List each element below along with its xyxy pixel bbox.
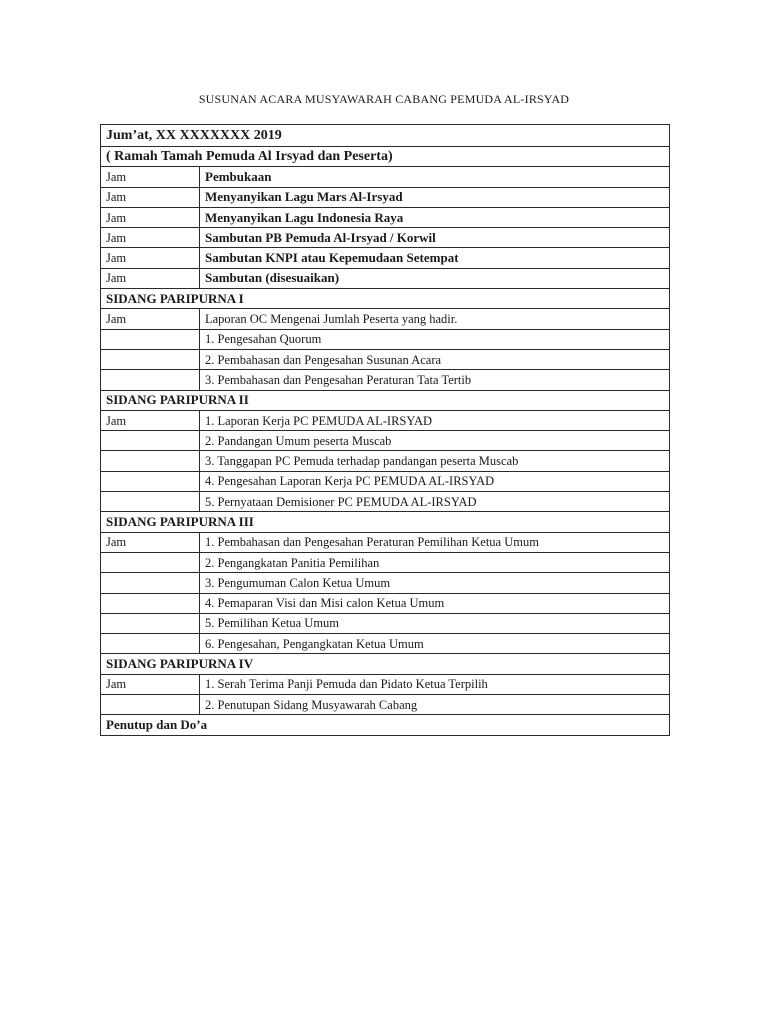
agenda-item-time: Jam	[101, 167, 200, 187]
agenda-item-time	[101, 695, 200, 715]
agenda-item-row	[101, 207, 670, 227]
agenda-item-time: Jam	[101, 207, 200, 227]
agenda-item-time: Jam	[101, 248, 200, 268]
agenda-item-row	[101, 410, 670, 430]
agenda-item-text: 1. Serah Terima Panji Pemuda dan Pidato Ketua Terpilih	[200, 674, 670, 694]
agenda-item-time: Jam	[101, 268, 200, 288]
agenda-item-time: Jam	[101, 187, 200, 207]
agenda-item-text: Menyanyikan Lagu Indonesia Raya	[200, 207, 670, 227]
agenda-item-row	[101, 228, 670, 248]
agenda-item-row	[101, 552, 670, 572]
agenda-item-text: Menyanyikan Lagu Mars Al-Irsyad	[200, 187, 670, 207]
agenda-item-row	[101, 268, 670, 288]
agenda-item-row	[101, 674, 670, 694]
agenda-item-row	[101, 492, 670, 512]
agenda-item-text: Sambutan PB Pemuda Al-Irsyad / Korwil	[200, 228, 670, 248]
agenda-item-time	[101, 451, 200, 471]
closing-line: Penutup dan Do’a	[101, 715, 670, 735]
date-row	[101, 125, 670, 147]
agenda-item-text: Sambutan (disesuaikan)	[200, 268, 670, 288]
agenda-item-row	[101, 431, 670, 451]
session-header-row	[101, 390, 670, 410]
agenda-item-time	[101, 431, 200, 451]
agenda-item-row	[101, 248, 670, 268]
agenda-item-text: 1. Laporan Kerja PC PEMUDA AL-IRSYAD	[200, 410, 670, 430]
date-line: Jum’at, XX XXXXXXX 2019	[101, 125, 670, 147]
agenda-item-time	[101, 552, 200, 572]
agenda-item-text: 2. Pengangkatan Panitia Pemilihan	[200, 552, 670, 572]
agenda-item-time	[101, 492, 200, 512]
session-header-row	[101, 512, 670, 532]
agenda-item-time: Jam	[101, 410, 200, 430]
agenda-item-time: Jam	[101, 228, 200, 248]
agenda-table	[100, 124, 670, 736]
agenda-item-text: 3. Pembahasan dan Pengesahan Peraturan Tata Tertib	[200, 370, 670, 390]
agenda-item-row	[101, 613, 670, 633]
agenda-item-row	[101, 532, 670, 552]
agenda-item-text: 3. Pengumuman Calon Ketua Umum	[200, 573, 670, 593]
agenda-item-row	[101, 573, 670, 593]
session-title: SIDANG PARIPURNA IV	[101, 654, 670, 674]
agenda-item-text: Sambutan KNPI atau Kepemudaan Setempat	[200, 248, 670, 268]
agenda-item-time	[101, 613, 200, 633]
agenda-item-row	[101, 187, 670, 207]
agenda-item-text: 1. Pengesahan Quorum	[200, 329, 670, 349]
session-title: SIDANG PARIPURNA II	[101, 390, 670, 410]
agenda-item-time	[101, 370, 200, 390]
agenda-item-time	[101, 634, 200, 654]
agenda-item-text: 5. Pernyataan Demisioner PC PEMUDA AL-IRSYAD	[200, 492, 670, 512]
agenda-item-time	[101, 593, 200, 613]
document-title: SUSUNAN ACARA MUSYAWARAH CABANG PEMUDA AL-IRSYAD	[198, 92, 570, 106]
session-header-row	[101, 654, 670, 674]
closing-row	[101, 715, 670, 735]
agenda-item-text: Laporan OC Mengenai Jumlah Peserta yang hadir.	[200, 309, 670, 329]
agenda-item-row	[101, 349, 670, 369]
session-title: SIDANG PARIPURNA III	[101, 512, 670, 532]
agenda-item-text: 2. Penutupan Sidang Musyawarah Cabang	[200, 695, 670, 715]
agenda-item-text: 1. Pembahasan dan Pengesahan Peraturan Pemilihan Ketua Umum	[200, 532, 670, 552]
agenda-item-time	[101, 471, 200, 491]
agenda-item-text: Pembukaan	[200, 167, 670, 187]
agenda-item-row	[101, 634, 670, 654]
agenda-item-time	[101, 349, 200, 369]
agenda-item-text: 2. Pembahasan dan Pengesahan Susunan Acara	[200, 349, 670, 369]
agenda-item-row	[101, 593, 670, 613]
agenda-item-row	[101, 451, 670, 471]
session-header-row	[101, 289, 670, 309]
agenda-table-body	[101, 125, 670, 736]
agenda-item-text: 4. Pengesahan Laporan Kerja PC PEMUDA AL-IRSYAD	[200, 471, 670, 491]
agenda-item-time	[101, 329, 200, 349]
agenda-item-text: 3. Tanggapan PC Pemuda terhadap pandangan peserta Muscab	[200, 451, 670, 471]
session-title: SIDANG PARIPURNA I	[101, 289, 670, 309]
agenda-item-row	[101, 695, 670, 715]
agenda-item-row	[101, 471, 670, 491]
agenda-item-text: 2. Pandangan Umum peserta Muscab	[200, 431, 670, 451]
agenda-item-time	[101, 573, 200, 593]
agenda-item-time: Jam	[101, 309, 200, 329]
agenda-item-row	[101, 167, 670, 187]
agenda-item-text: 4. Pemaparan Visi dan Misi calon Ketua Umum	[200, 593, 670, 613]
agenda-item-time: Jam	[101, 532, 200, 552]
agenda-item-text: 5. Pemilihan Ketua Umum	[200, 613, 670, 633]
agenda-item-row	[101, 329, 670, 349]
agenda-item-row	[101, 309, 670, 329]
agenda-item-text: 6. Pengesahan, Pengangkatan Ketua Umum	[200, 634, 670, 654]
intro-line: ( Ramah Tamah Pemuda Al Irsyad dan Peserta)	[101, 147, 670, 167]
agenda-item-time: Jam	[101, 674, 200, 694]
intro-row	[101, 147, 670, 167]
agenda-item-row	[101, 370, 670, 390]
